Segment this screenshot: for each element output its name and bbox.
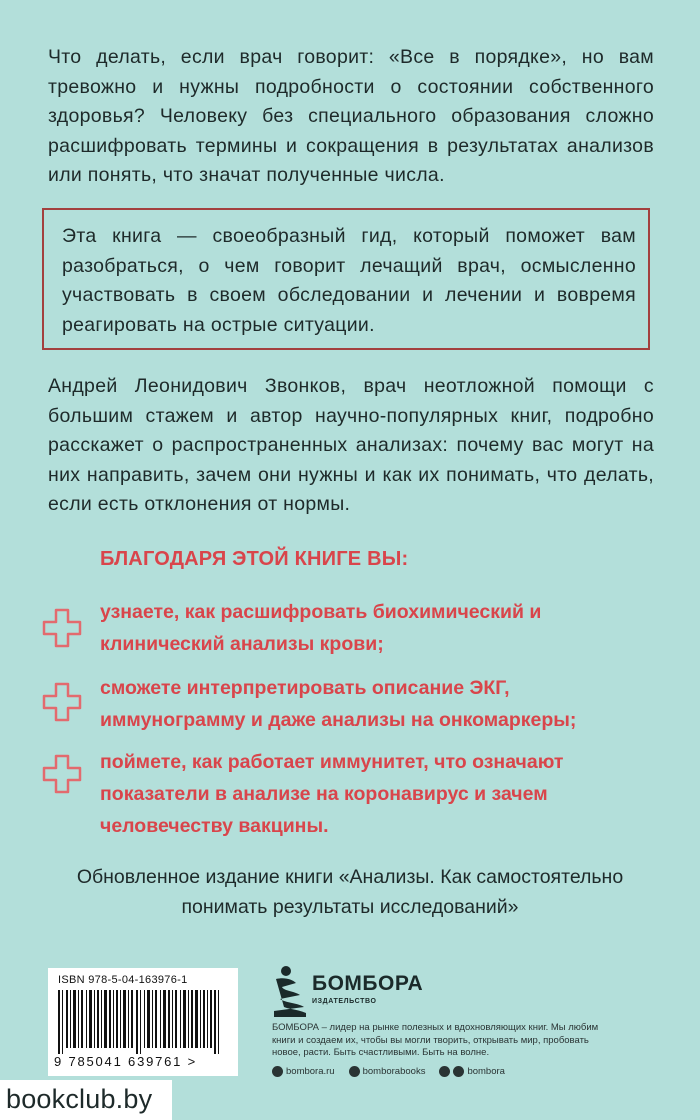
- globe-icon: [272, 1066, 283, 1077]
- benefits-title: БЛАГОДАРЯ ЭТОЙ КНИГЕ ВЫ:: [100, 548, 409, 570]
- plus-icon: [40, 680, 84, 724]
- isbn-text: ISBN 978-5-04-163976-1: [58, 974, 188, 986]
- telegram-icon: [439, 1066, 450, 1077]
- publisher-description: БОМБОРА – лидер на рынке полезных и вдохновляющих книг. Мы любим книги и создаем их, чтобы вы могли творить, открывать мир, пробовать новое, расти. Быть счастливыми. Быть на волне.: [272, 1022, 599, 1058]
- benefit-item: узнаете, как расшифровать биохимический и клинический анализы крови;: [100, 601, 542, 655]
- author-paragraph: Андрей Леонидович Звонков, врач неотложной помощи с большим стажем и автор научно-популярных книг, подробно расскажет о распространенных анализах: почему вас могут на них направить, зачем они нужны и как их понимать, что делать, если есть отклонения от нормы.: [48, 375, 654, 515]
- barcode-digits: 9 785041 639761 >: [54, 1054, 198, 1069]
- edition-note: Обновленное издание книги «Анализы. Как самостоятельно понимать результаты исследований»: [76, 866, 624, 918]
- benefit-item: поймете, как работает иммунитет, что означают показатели в анализе на коронавирус и зачем человечеству вакцины.: [100, 751, 564, 837]
- bombora-logo-icon: [270, 965, 308, 1017]
- site-watermark: bookclub.by: [6, 1084, 153, 1114]
- benefit-item: сможете интерпретировать описание ЭКГ, иммунограмму и даже анализы на онкомаркеры;: [100, 677, 577, 731]
- social-site[interactable]: bombora.ru: [272, 1066, 335, 1077]
- social-vk[interactable]: bomborabooks: [349, 1066, 426, 1077]
- intro-paragraph: Что делать, если врач говорит: «Все в порядке», но вам тревожно и нужны подробности о состоянии собственного здоровья? Человеку без специального образования сложно расшифровать термины и сокращения в результатах анализов или понять, что значат полученные числа.: [48, 46, 654, 186]
- social-links: [272, 1066, 505, 1077]
- ok-icon: [453, 1066, 464, 1077]
- plus-icon: [40, 752, 84, 796]
- plus-icon: [40, 606, 84, 650]
- barcode-icon: [54, 990, 232, 1054]
- publisher-name: БОМБОРА: [312, 972, 424, 995]
- barcode-block: [48, 968, 238, 1076]
- highlight-box-text: Эта книга — своеобразный гид, который поможет вам разобраться, о чем говорит лечащий врач, осмысленно участвовать в своем обследовании и лечении и вовремя реагировать на острые ситуации.: [62, 225, 636, 336]
- publisher-subtitle: ИЗДАТЕЛЬСТВО: [312, 998, 377, 1005]
- social-telegram[interactable]: bombora: [439, 1066, 505, 1077]
- vk-icon: [349, 1066, 360, 1077]
